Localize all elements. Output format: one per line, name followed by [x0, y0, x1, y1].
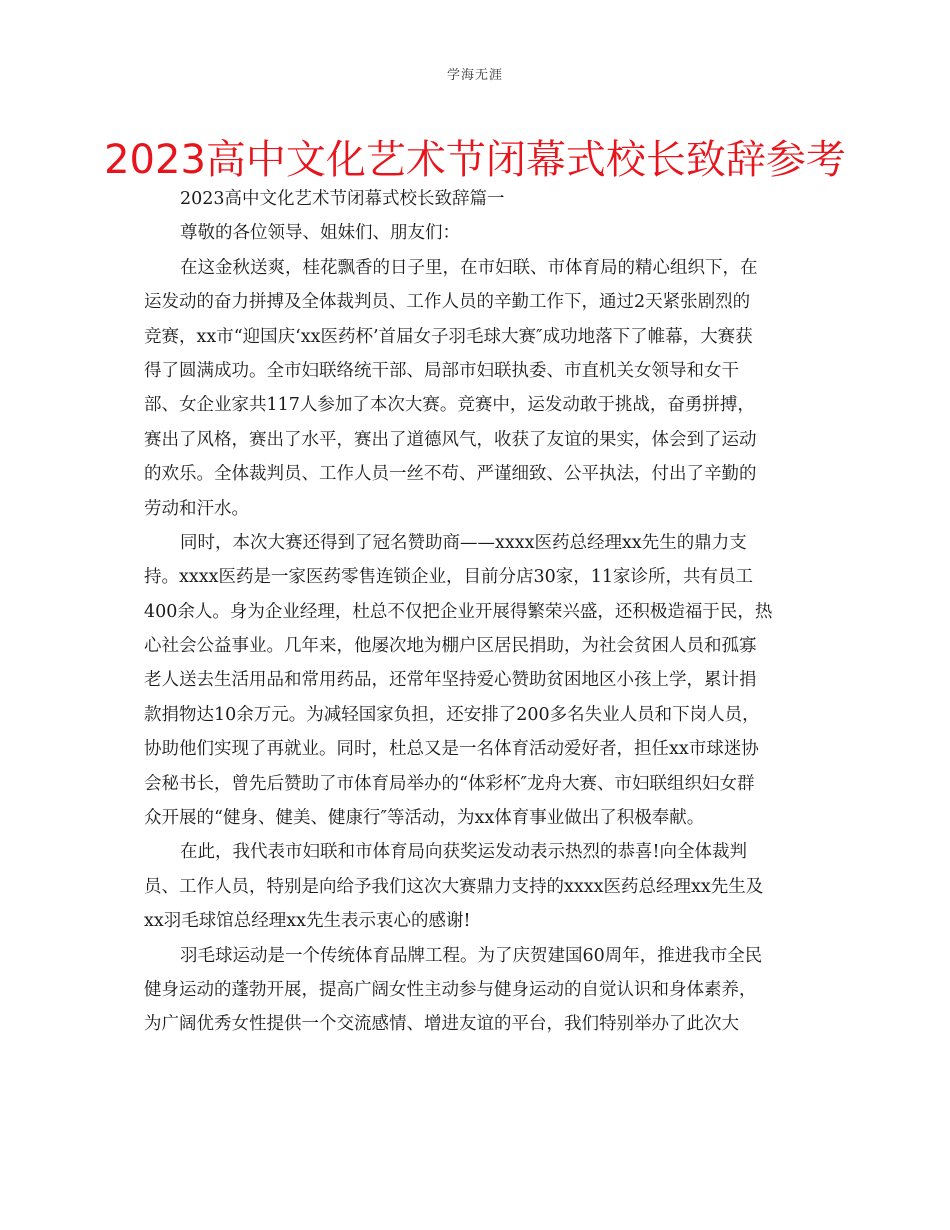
- text-line: 竞赛，xx市“迎国庆‘xx医药杯’首届女子羽毛球大赛″成功地落下了帷幕，大赛获: [144, 326, 753, 347]
- text-line: 400余人。身为企业经理，杜总不仅把企业开展得繁荣兴盛，还积极造福于民，热: [144, 601, 773, 622]
- text-line: 2023高中文化艺术节闭幕式校长致辞篇一: [180, 189, 505, 209]
- text-line: 持。xxxx医药是一家医药零售连锁企业，目前分店30家，11家诊所，共有员工: [144, 567, 754, 588]
- text-line: 运发动的奋力拼搏及全体裁判员、工作人员的辛勤工作下，通过2天紧张剧烈的: [144, 292, 751, 313]
- text-line: 得了圆满成功。全市妇联络统干部、局部市妇联执委、市直机关女领导和女干: [144, 360, 739, 381]
- text-line: 会秘书长，曾先后赞助了市体育局举办的“体彩杯″龙舟大赛、市妇联组织妇女群: [144, 773, 755, 794]
- text-line: 员、工作人员，特别是向给予我们这次大赛鼎力支持的xxxx医药总经理xx先生及: [144, 876, 764, 897]
- text-line: 众开展的“健身、健美、健康行″等活动，为xx体育事业做出了积极奉献。: [144, 808, 705, 829]
- text-line: 健身运动的蓬勃开展，提高广阔女性主动参与健身运动的自觉认识和身体素养，: [144, 979, 757, 1000]
- text-line: 尊敬的各位领导、姐妹们、朋友们：: [180, 223, 460, 244]
- text-line: 的欢乐。全体裁判员、工作人员一丝不苟、严谨细致、公平执法，付出了辛勤的: [144, 464, 757, 485]
- text-line: 在这金秋送爽，桂花飘香的日子里，在市妇联、市体育局的精心组织下，在: [180, 257, 758, 278]
- page-header: 学海无涯: [446, 68, 503, 83]
- text-line: 赛出了风格，赛出了水平，赛出了道德风气，收获了友谊的果实，体会到了运动: [144, 429, 757, 450]
- text-line: 老人送去生活用品和常用药品，还常年坚持爱心赞助贫困地区小孩上学，累计捐: [144, 670, 757, 691]
- text-line: 在此，我代表市妇联和市体育局向获奖运发动表示热烈的恭喜!向全体裁判: [180, 842, 748, 863]
- text-line: 部、女企业家共117人参加了本次大赛。竞赛中，运发动敢于挑战，奋勇拼搏，: [144, 395, 755, 416]
- document-body: [144, 182, 804, 1042]
- document-title: 2023高中文化艺术节闭幕式校长致辞参考: [104, 137, 846, 183]
- text-line: 心社会公益事业。几年来，他屡次地为棚户区居民捐助，为社会贫困人员和孤寡: [144, 636, 757, 657]
- text-line: 协助他们实现了再就业。同时，杜总又是一名体育活动爱好者，担任xx市球迷协: [144, 739, 759, 760]
- text-line: 劳动和汗水。: [144, 498, 249, 519]
- text-line: 为广阔优秀女性提供一个交流感情、增进友谊的平台，我们特别举办了此次大: [144, 1014, 739, 1035]
- text-line: 羽毛球运动是一个传统体育品牌工程。为了庆贺建国60周年，推进我市全民: [180, 945, 763, 966]
- text-line: 款捐物达10余万元。为减轻国家负担，还安排了200多名失业人员和下岗人员，: [144, 704, 760, 725]
- text-line: 同时，本次大赛还得到了冠名赞助商——xxxx医药总经理xx先生的鼎力支: [180, 532, 747, 553]
- text-line: xx羽毛球馆总经理xx先生表示衷心的感谢!: [144, 911, 471, 932]
